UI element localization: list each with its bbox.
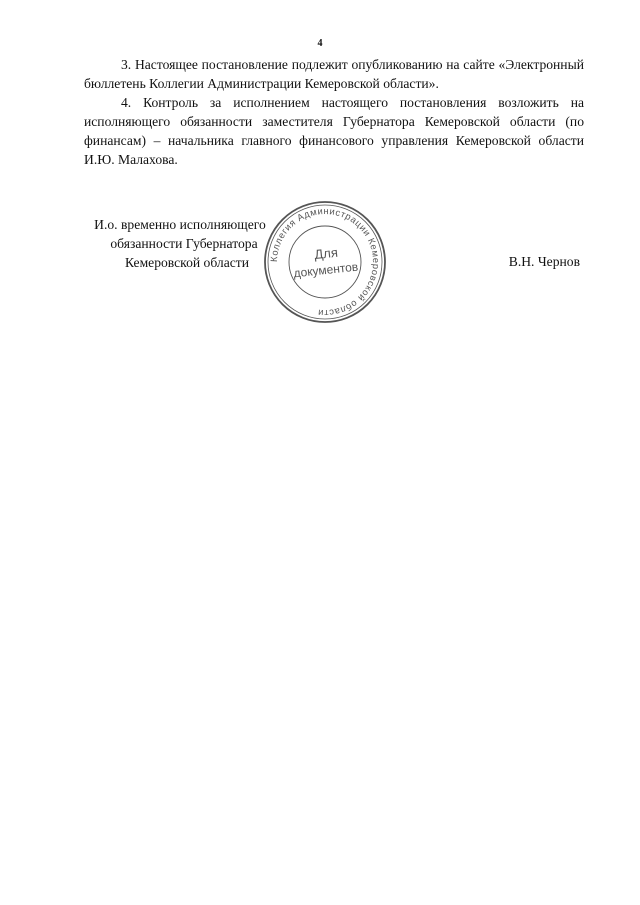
paragraph-4: 4. Контроль за исполнением настоящего постановления возложить на исполняющего обязанности заместителя Губернатора Кемеровской области (по финансам) – начальника главного финансового управления Кемеровской области И.Ю. Малахова. [84, 95, 584, 167]
seal-center-line: Для [313, 244, 339, 263]
paragraph-3: 3. Настоящее постановление подлежит опубликованию на сайте «Электронный бюллетень Коллегии Администрации Кемеровской области». [84, 57, 584, 91]
seal-ring-text: Коллегия Администрации Кемеровской области [268, 205, 382, 319]
page-number: 4 [317, 38, 323, 49]
signer-name: В.Н. Чернов [508, 254, 580, 269]
seal-center-line: документов [292, 259, 359, 281]
official-seal [261, 198, 389, 326]
signature-title-line: Кемеровской области [124, 255, 249, 270]
seal-graphic [261, 198, 389, 326]
signature-title-line: обязанности Губернатора [110, 236, 258, 251]
document-body [84, 55, 584, 169]
signature-title-line: И.о. временно исполняющего [94, 217, 266, 232]
signature-title [80, 215, 280, 272]
